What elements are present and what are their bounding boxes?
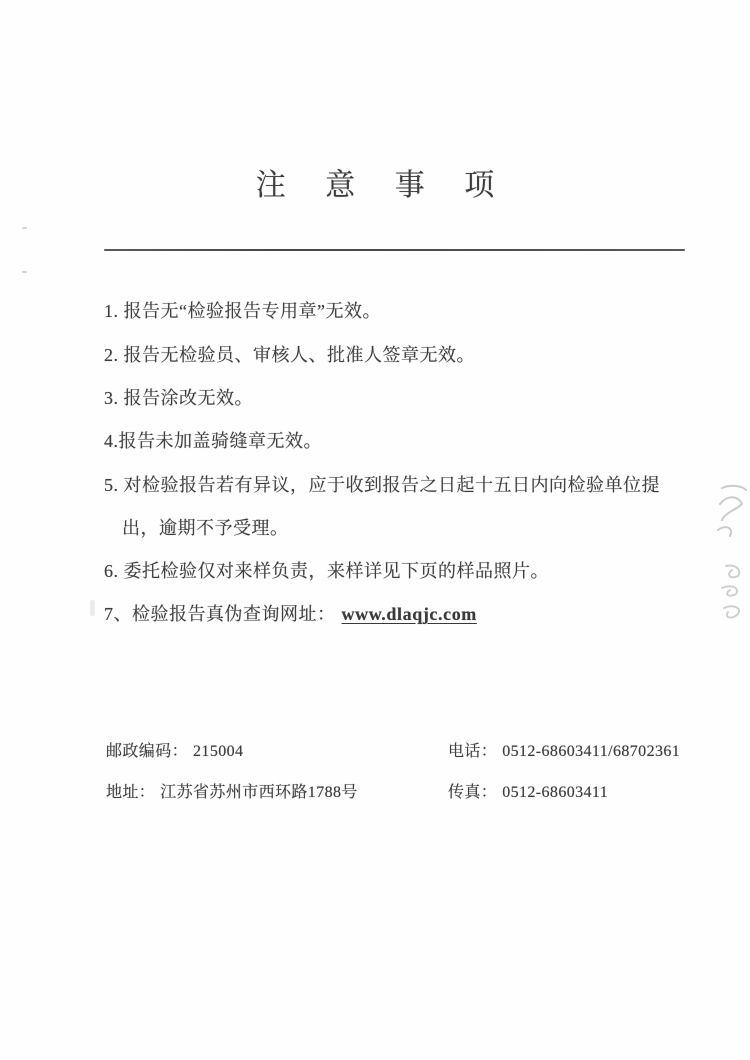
title-divider-line <box>104 249 685 251</box>
notice-item-5-line2: 出，逾期不予受理。 <box>122 518 289 538</box>
postal-code-label: 邮政编码： <box>106 743 189 760</box>
notice-item-7 <box>104 600 477 626</box>
address-field <box>106 779 358 802</box>
notice-item-7-label: 7、检验报告真伪查询网址： <box>104 604 336 624</box>
bleed-through-scribble-icon <box>712 562 750 628</box>
postal-code-value: 215004 <box>193 743 244 760</box>
address-value: 江苏省苏州市西环路1788号 <box>160 784 358 801</box>
notice-item-2: 2. 报告无检验员、审核人、批准人签章无效。 <box>104 345 475 365</box>
bleed-through-scribble-icon <box>712 482 750 544</box>
verification-url-text: www.dlaqjc.com <box>341 604 477 624</box>
address-label: 地址： <box>106 784 156 801</box>
fax-field <box>448 779 608 802</box>
phone-field <box>448 738 680 761</box>
notice-item-6: 6. 委托检验仅对来样负责，来样详见下页的样品照片。 <box>104 561 549 581</box>
scan-smudge-icon <box>90 600 95 616</box>
scan-speck-icon <box>22 271 27 274</box>
notice-item-4: 4.报告未加盖骑缝章无效。 <box>104 431 322 451</box>
notice-item-5-line1: 5. 对检验报告若有异议，应于收到报告之日起十五日内向检验单位提 <box>104 475 660 495</box>
scan-speck-icon <box>22 227 27 230</box>
phone-value: 0512-68603411/68702361 <box>502 743 681 760</box>
notice-item-1: 1. 报告无“检验报告专用章”无效。 <box>104 301 381 321</box>
fax-value: 0512-68603411 <box>502 784 609 801</box>
page-title: 注 意 事 项 <box>255 169 511 202</box>
fax-label: 传真： <box>448 784 498 801</box>
phone-label: 电话： <box>448 743 498 760</box>
notice-item-3: 3. 报告涂改无效。 <box>104 388 253 408</box>
postal-code-field <box>106 738 243 761</box>
